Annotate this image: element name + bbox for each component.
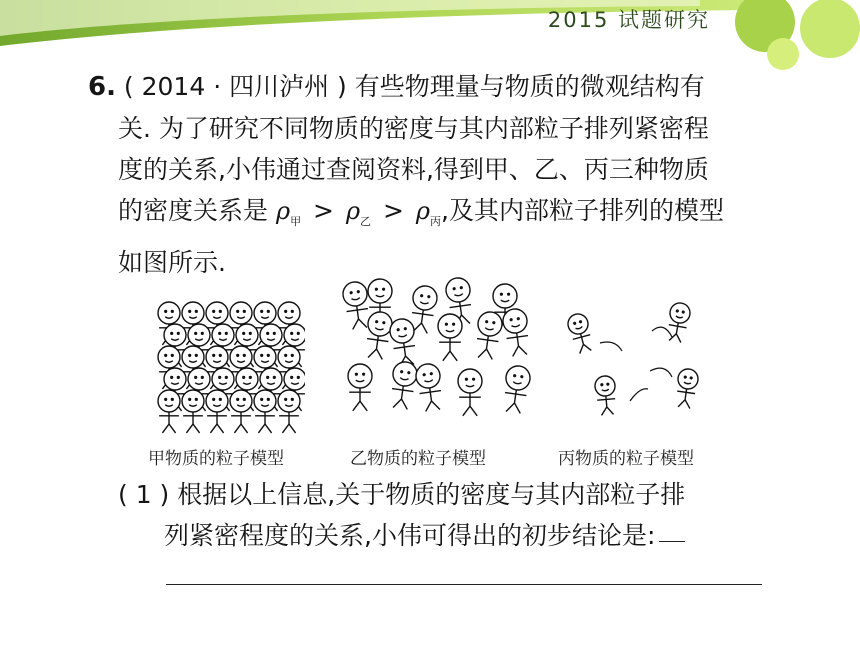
- question-line-5: 如图所示.: [118, 247, 226, 277]
- sub-question-1: [118, 474, 788, 556]
- motion-line: [652, 327, 672, 337]
- particle-model-figure: [145, 276, 745, 471]
- particle-figure: [158, 390, 180, 433]
- greater-than-2: >: [383, 196, 404, 225]
- question-text-1: 有些物理量与物质的微观结构有: [354, 72, 705, 101]
- particle-figure: [674, 368, 699, 409]
- question-line-2: 关. 为了研究不同物质的密度与其内部粒子排列紧密程: [118, 114, 709, 143]
- question-source: ( 2014 · 四川泸州 ): [123, 72, 347, 101]
- particle-figure: [182, 390, 204, 433]
- particle-model-bing-illustration: [560, 291, 730, 421]
- motion-line: [650, 368, 672, 377]
- particle-figure: [501, 364, 531, 414]
- particle-model-jia-illustration: [155, 301, 305, 441]
- rho-jia: $\rho_甲$: [275, 197, 302, 228]
- particle-figure: [566, 312, 595, 355]
- caption-yi: 乙物质的粒子模型: [350, 449, 486, 469]
- particle-figure: [254, 390, 276, 433]
- particle-figure: [363, 310, 393, 360]
- header-bar: [0, 0, 860, 48]
- particle-figure: [341, 280, 371, 330]
- particle-figure: [388, 360, 418, 410]
- greater-than-1: >: [313, 196, 334, 225]
- question-block: [88, 66, 778, 283]
- question-line-3: 度的关系,小伟通过查阅资料,得到甲、乙、丙三种物质: [118, 155, 709, 184]
- particle-figure: [414, 362, 444, 412]
- sub-question-line-2: 列紧密程度的关系,小伟可得出的初步结论是:: [118, 515, 788, 556]
- header-title: 2015 试题研究: [547, 8, 710, 32]
- question-number: 6.: [88, 72, 116, 102]
- density-relation-prefix: 的密度关系是: [118, 196, 269, 225]
- particle-figure: [665, 301, 691, 343]
- particle-figure: [206, 390, 228, 433]
- motion-line: [600, 342, 622, 351]
- caption-bing: 丙物质的粒子模型: [558, 449, 694, 469]
- particle-figure: [501, 307, 531, 357]
- particle-figure: [388, 317, 418, 367]
- particle-figure: [473, 310, 503, 360]
- particle-figure: [594, 375, 617, 416]
- question-line-1: [88, 66, 778, 108]
- answer-blank-start: [659, 541, 685, 542]
- decorative-bubbles: [735, 0, 860, 72]
- particle-model-yi-illustration: [340, 276, 535, 441]
- particle-figure: [348, 364, 372, 411]
- particle-figure: [278, 390, 300, 433]
- particle-figure: [438, 314, 462, 361]
- particle-figure: [458, 369, 482, 416]
- rho-yi: $\rho_乙$: [345, 197, 372, 228]
- particle-figure: [230, 390, 252, 433]
- sub-question-line-1: ( 1 ) 根据以上信息,关于物质的密度与其内部粒子排: [118, 480, 686, 509]
- caption-jia: 甲物质的粒子模型: [148, 449, 284, 469]
- motion-line: [630, 389, 648, 401]
- rho-bing: $\rho_丙$: [415, 197, 442, 228]
- question-line-4: [88, 190, 778, 242]
- density-relation-suffix: ,及其内部粒子排列的模型: [441, 196, 724, 225]
- answer-blank-line[interactable]: [166, 584, 762, 585]
